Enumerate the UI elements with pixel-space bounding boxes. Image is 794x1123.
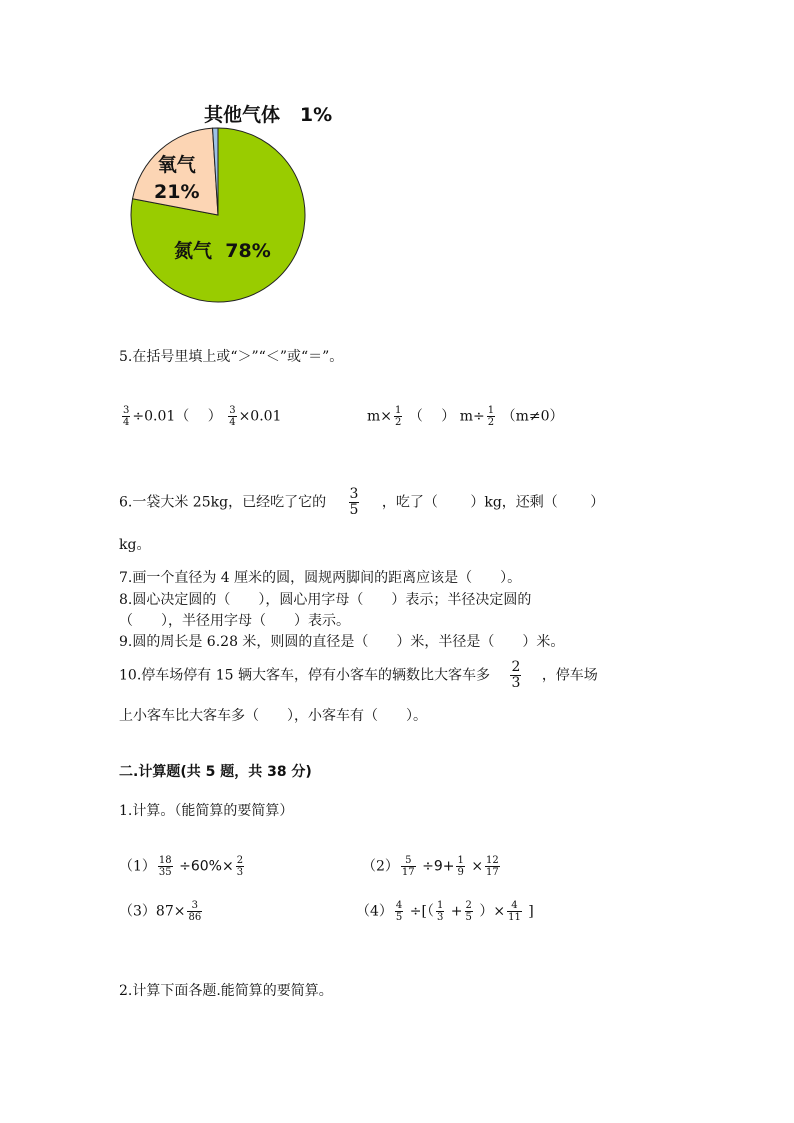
q8-line2: （ ），半径用字母（ ）表示。 (119, 613, 350, 629)
q5-expression: $\frac{3}{4}$ ÷0.01（ ） $\frac{3}{4}$ ×0.01 (123, 405, 282, 428)
fraction: $\frac{2}{3}$ (236, 855, 244, 878)
label-oxygen: 氧气 21% (154, 154, 200, 203)
section2-q2-title: 2.计算下面各题.能简算的要简算。 (119, 983, 333, 999)
pie-chart (126, 98, 386, 308)
fraction: $\frac{3}{5}$ (349, 486, 359, 518)
fraction: $\frac{1}{2}$ (395, 405, 402, 428)
section2-heading: 二.计算题(共 5 题，共 38 分) (119, 764, 312, 780)
section2-q1-title: 1.计算。（能简算的要简算） (119, 803, 294, 819)
fraction: $\frac{5}{17}$ (401, 855, 415, 878)
fraction: $\frac{3}{4}$ (123, 405, 130, 428)
q10-line1: 10.停车场停有 15 辆大客车，停有小客车的辆数比大客车多 $\frac{2}{3}$ ，停车场 (119, 659, 598, 691)
q9: 9.圆的周长是 6.28 米，则圆的直径是（ ）米，半径是（ ）米。 (119, 634, 565, 650)
fraction: $\frac{2}{3}$ (511, 659, 521, 691)
fraction: $\frac{3}{86}$ (188, 900, 202, 923)
q7: 7.画一个直径为 4 厘米的圆，圆规两脚间的距离应该是（ ）。 (119, 570, 522, 586)
fraction: $\frac{3}{4}$ (229, 405, 236, 428)
fraction: $\frac{4}{5}$ (395, 900, 403, 923)
calc-problem-1: （1） $\frac{18}{35}$ ÷60%× $\frac{2}{3}$ (119, 855, 244, 878)
fraction: $\frac{1}{3}$ (436, 900, 444, 923)
fraction: $\frac{1}{2}$ (487, 405, 495, 428)
calc-problem-3: （3）87× $\frac{3}{86}$ (119, 900, 202, 923)
label-other-gas: 其他气体 1% (204, 104, 333, 126)
fraction: $\frac{18}{35}$ (158, 855, 172, 878)
q5-expression-m: m× $\frac{1}{2}$ （ ） m÷ $\frac{1}{2}$ （m≠0） (367, 405, 564, 428)
fraction: $\frac{1}{9}$ (457, 855, 464, 878)
calc-problem-2: （2） $\frac{5}{17}$ ÷9+ $\frac{1}{9}$ × $\frac{12}{17}$ (362, 855, 499, 878)
q8-line1: 8.圆心决定圆的（ ），圆心用字母（ ）表示；半径决定圆的 (119, 592, 532, 608)
fraction: $\frac{12}{17}$ (486, 855, 499, 878)
q10-line2: 上小客车比大客车多（ ），小客车有（ ）。 (119, 708, 427, 724)
q6-line1: 6.一袋大米 25kg，已经吃了它的 $\frac{3}{5}$ ，吃了（ ）kg，还剩（ ） (119, 486, 605, 518)
label-nitrogen: 氮气 78% (174, 240, 271, 262)
fraction: $\frac{4}{11}$ (508, 900, 521, 923)
fraction: $\frac{2}{5}$ (465, 900, 472, 923)
calc-problem-4: （4） $\frac{4}{5}$ ÷[（ $\frac{1}{3}$ + $\frac{2}{5}$ ）× $\frac{4}{11}$ ] (356, 900, 534, 923)
q6-line2: kg。 (119, 537, 151, 553)
q5-title: 5.在括号里填上或“＞”“＜”或“＝”。 (119, 349, 344, 365)
